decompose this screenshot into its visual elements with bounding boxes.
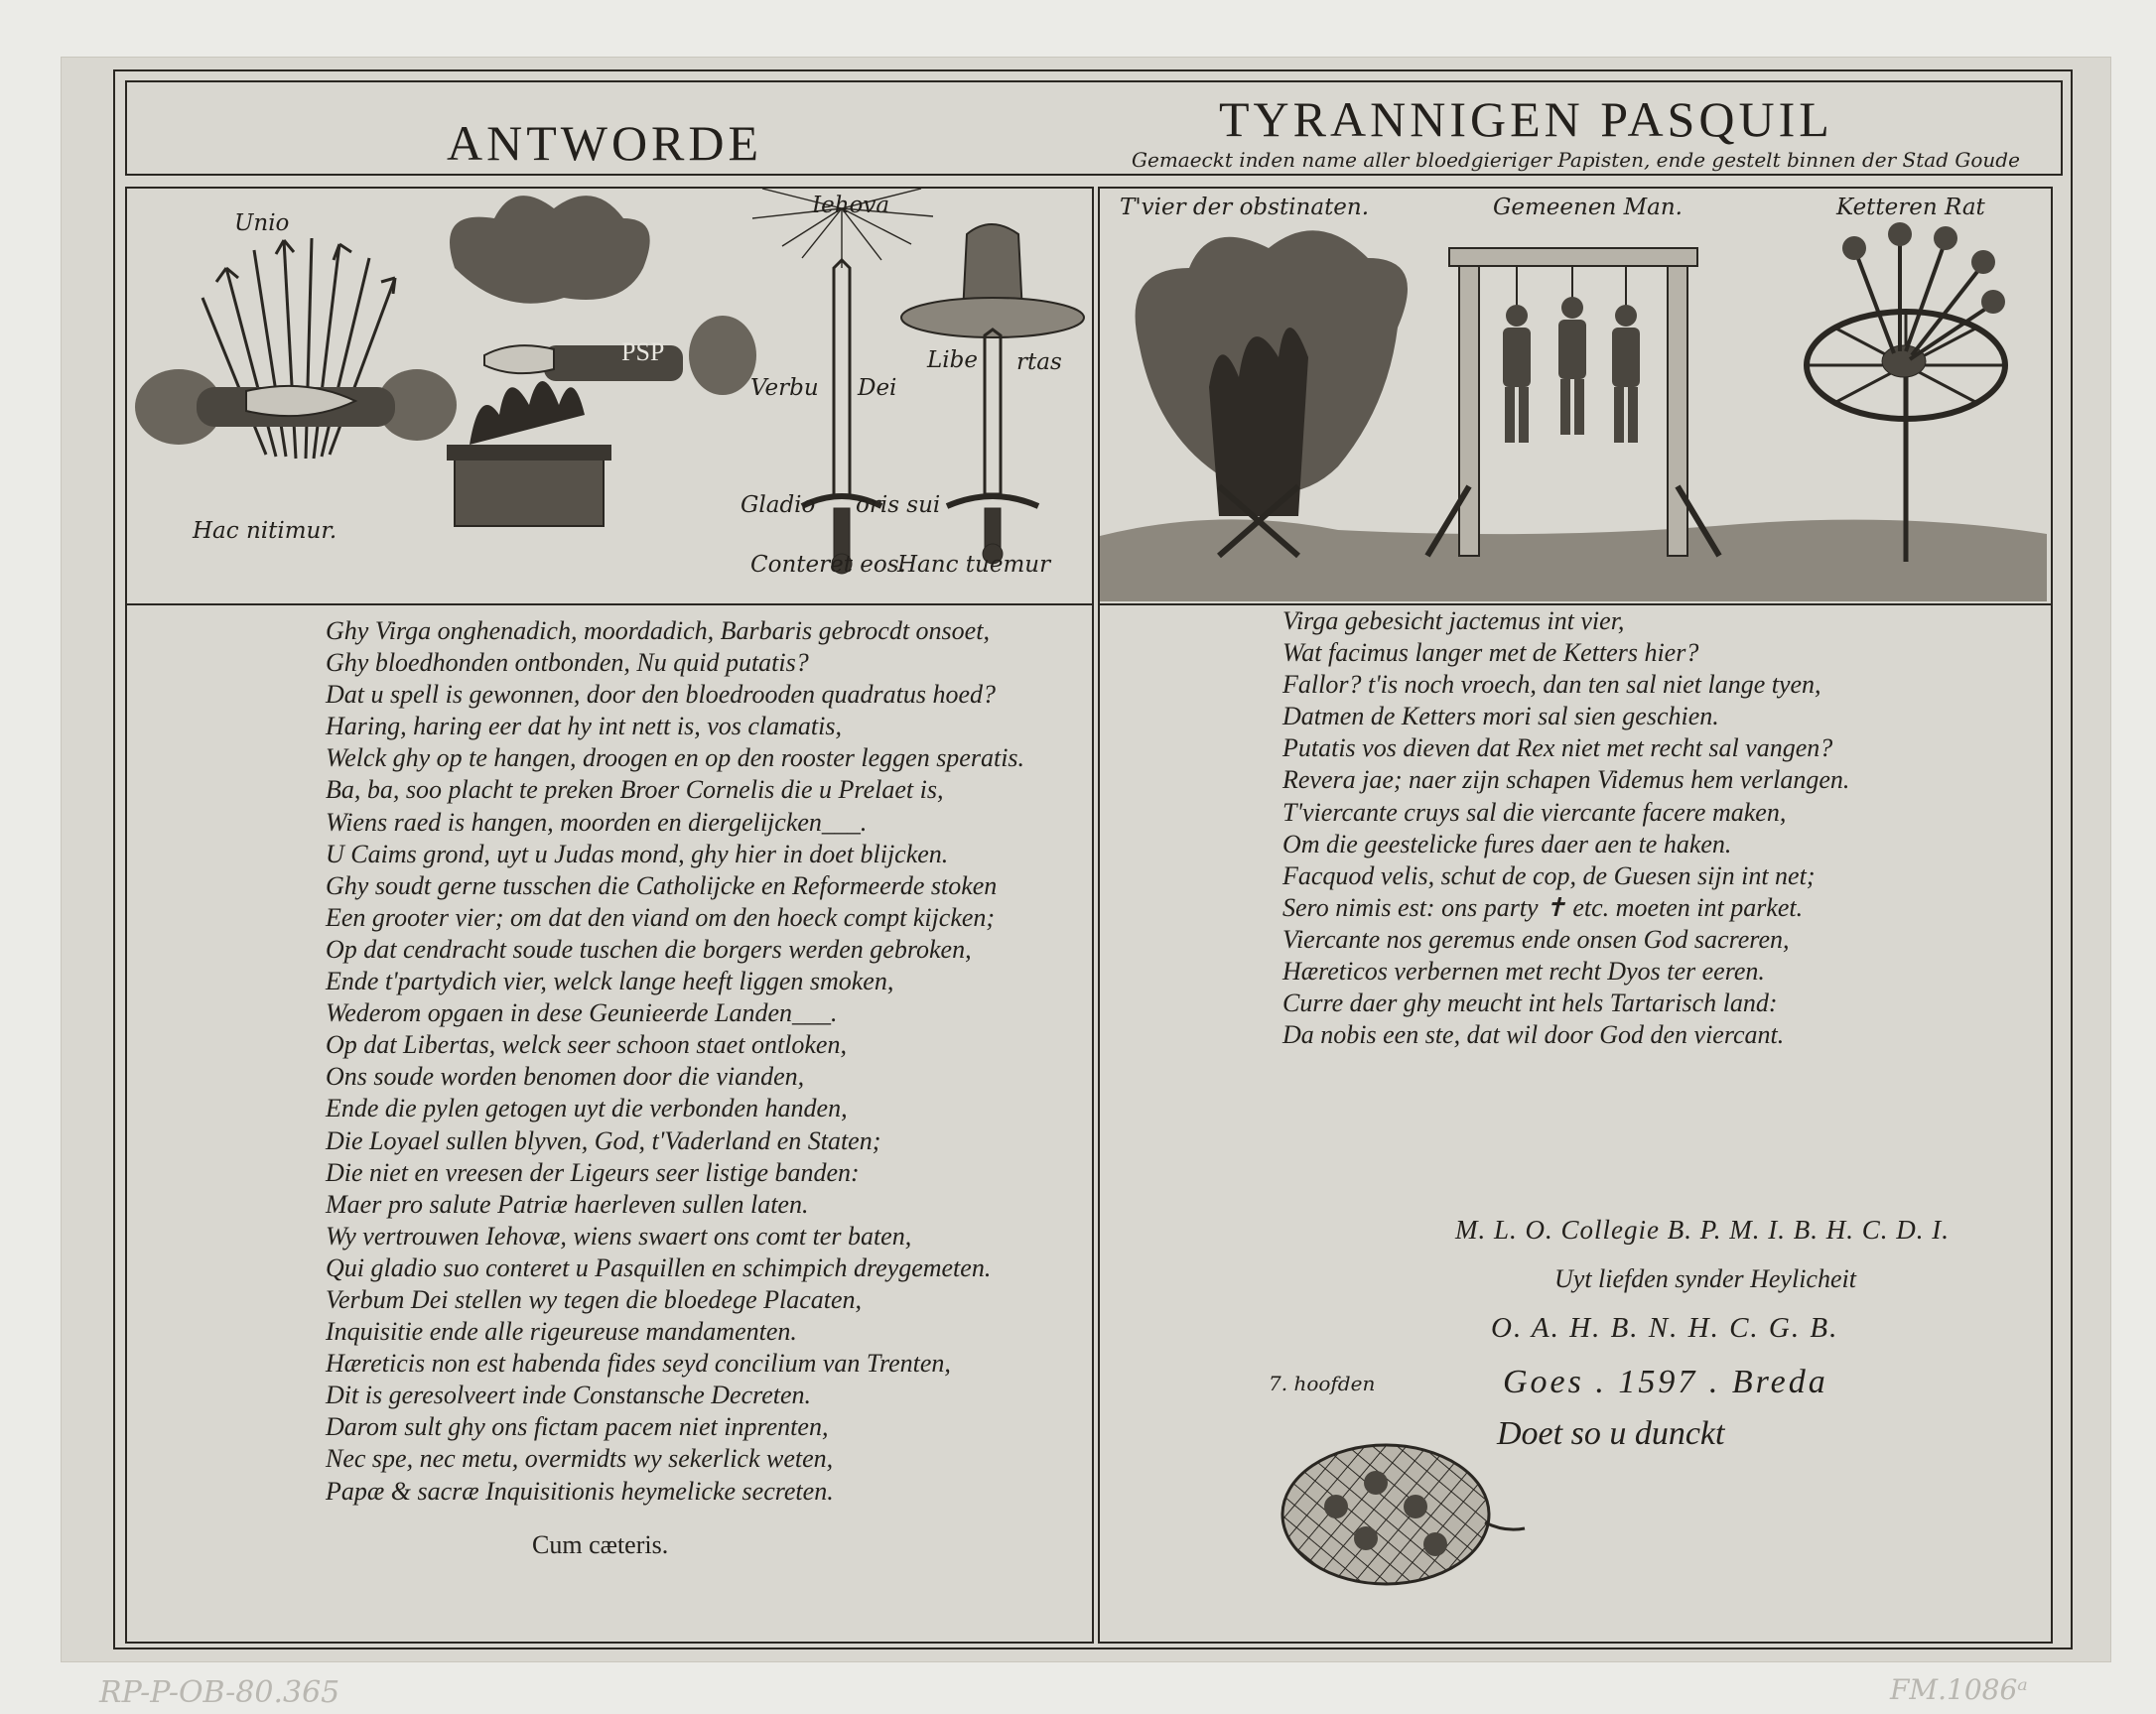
label-7-hoofden: 7. hoofden: [1269, 1372, 1376, 1395]
poem-line: Wat facimus langer met de Ketters hier?: [1282, 638, 1699, 668]
poem-line: Dat u spell is gewonnen, door den bloedrooden quadratus hoed?: [326, 680, 996, 710]
poem-line: Maer pro salute Patriæ haerleven sullen laten.: [326, 1189, 809, 1219]
label-oris-sui: oris sui: [856, 492, 941, 518]
poem-line: Welck ghy op te hangen, droogen en op den rooster leggen speratis.: [326, 743, 1025, 773]
poem-line: Datmen de Ketters mori sal sien geschien.: [1282, 702, 1719, 731]
label-gladio: Gladio: [741, 492, 816, 518]
inventory-number-right: FM.1086ᵃ: [1890, 1673, 2028, 1706]
poem-line: U Caims grond, uyt u Judas mond, ghy hier in doet blijcken.: [326, 839, 949, 868]
poem-line: Da nobis een ste, dat wil door God den viercant.: [1282, 1020, 1785, 1050]
label-libe: Libe: [927, 347, 978, 373]
poem-line: T'viercante cruys sal die viercante facere maken,: [1282, 797, 1787, 827]
label-tvier-der-obstinaten: T'vier der obstinaten.: [1120, 195, 1370, 220]
poem-line: Die Loyael sullen blyven, God, t'Vaderland en Staten;: [326, 1125, 881, 1155]
right-scenes-drawing: [1100, 189, 2047, 601]
label-hac-nitimur: Hac nitimur.: [193, 518, 337, 544]
poem-line: Revera jae; naer zijn schapen Videmus hem verlangen.: [1282, 765, 1850, 795]
signature-line-1: M. L. O. Collegie B. P. M. I. B. H. C. D. I.: [1455, 1215, 1950, 1245]
title-antworde: ANTWORDE: [447, 115, 763, 171]
label-rtas: rtas: [1016, 349, 1062, 375]
poem-line: Haring, haring eer dat hy int nett is, vos clamatis,: [326, 712, 842, 741]
label-psp: PSP: [621, 337, 665, 366]
signature-place-date: Goes . 1597 . Breda: [1503, 1364, 1828, 1400]
poem-line: Op dat Libertas, welck seer schoon staet ontloken,: [326, 1030, 847, 1060]
inventory-number-left: RP-P-OB-80.365: [99, 1675, 340, 1710]
stake-fire-icon: [1136, 230, 1408, 556]
label-conteret-eos: Conteret eos.: [750, 552, 906, 578]
poem-line: Putatis vos dieven dat Rex niet met recht sal vangen?: [1282, 733, 1833, 763]
poem-line: Papæ & sacræ Inquisitionis heymelicke secreten.: [326, 1476, 834, 1506]
poem-line: Wiens raed is hangen, moorden en diergelijcken___.: [326, 807, 868, 837]
poem-line: Virga gebesicht jactemus int vier,: [1282, 606, 1625, 635]
poem-line: Ghy bloedhonden ontbonden, Nu quid putatis?: [326, 648, 809, 678]
poem-line: Ende die pylen getogen uyt die verbonden handen,: [326, 1094, 848, 1123]
burning-altar-icon: [447, 196, 756, 526]
poem-line: Curre daer ghy meucht int hels Tartarisch land:: [1282, 989, 1778, 1018]
label-hanc-tuemur: Hanc tuemur: [897, 552, 1051, 578]
poem-line: Verbum Dei stellen wy tegen die bloedege Placaten,: [326, 1284, 863, 1314]
print-sheet: [62, 58, 2110, 1661]
label-iehova: Iehova: [812, 193, 890, 218]
net-with-heads-icon: [1277, 1427, 1535, 1596]
poem-line: Die niet en vreesen der Ligeurs seer listige banden:: [326, 1157, 860, 1187]
left-illustration: [127, 189, 1092, 605]
closing-cum-caeteris: Cum cæteris.: [532, 1530, 669, 1559]
poem-line: Viercante nos geremus ende onsen God sacreren,: [1282, 924, 1790, 954]
poem-line: Om die geestelicke fures daer aen te haken.: [1282, 829, 1732, 858]
poem-line: Hæreticis non est habenda fides seyd concilium van Trenten,: [326, 1349, 951, 1379]
poem-line: Hæreticos verbernen met recht Dyos ter eeren.: [1282, 957, 1765, 987]
right-illustration: [1100, 189, 2051, 605]
poem-line: Een grooter vier; om dat den viand om den hoeck compt kijcken;: [326, 902, 996, 932]
poem-line: Ba, ba, soo placht te preken Broer Cornelis die u Prelaet is,: [326, 775, 944, 805]
poem-line: Dit is geresolveert inde Constansche Decreten.: [326, 1381, 812, 1410]
poem-line: Facquod velis, schut de cop, de Guesen sijn int net;: [1282, 860, 1816, 890]
liberty-hat-icon: [901, 224, 1084, 337]
poem-line: Ghy Virga onghenadich, moordadich, Barbaris gebrocdt onsoet,: [326, 616, 990, 645]
right-poem: [1100, 605, 2051, 1051]
hanged-men-icon: [1503, 297, 1640, 443]
label-dei: Dei: [858, 375, 897, 401]
poem-line: Inquisitie ende alle rigeureuse mandamenten.: [326, 1317, 797, 1347]
label-ketteren-rat: Ketteren Rat: [1836, 195, 1985, 220]
signature-line-2: Uyt liefden synder Heylicheit: [1554, 1264, 1856, 1293]
poem-line: Op dat cendracht soude tuschen die borgers werden gebroken,: [326, 934, 972, 964]
poem-line: Nec spe, nec metu, overmidts wy sekerlick weten,: [326, 1444, 834, 1474]
left-poem: [127, 615, 1092, 1508]
poem-line: Ende t'partydich vier, welck lange heeft liggen smoken,: [326, 967, 894, 996]
label-verbu: Verbu: [750, 375, 819, 401]
sword-verbum-dei-icon: [802, 260, 881, 574]
signature-motto: Doet so u dunckt: [1497, 1415, 1725, 1452]
poem-line: Ons soude worden benomen door die vianden,: [326, 1062, 805, 1092]
poem-line: Wy vertrouwen Iehovæ, wiens swaert ons comt ter baten,: [326, 1221, 912, 1251]
gallows-icon: [1427, 248, 1719, 556]
subtitle: Gemaeckt inden name aller bloedgieriger Papisten, ende gestelt binnen der Stad Goude: [1132, 148, 2020, 172]
poem-line: Fallor? t'is noch vroech, dan ten sal niet lange tyen,: [1282, 670, 1821, 700]
label-unio: Unio: [234, 210, 290, 236]
poem-line: Ghy soudt gerne tusschen die Catholijcke en Reformeerde stoken: [326, 870, 998, 900]
label-gemeenen-man: Gemeenen Man.: [1493, 195, 1683, 220]
left-panel: [125, 187, 1094, 1644]
poem-line: Darom sult ghy ons fictam pacem niet inprenten,: [326, 1412, 829, 1442]
title-band: [125, 80, 2063, 176]
poem-line: Wederom opgaen in dese Geunieerde Landen___.: [326, 998, 838, 1028]
title-tyrannigen-pasquil: TYRANNIGEN PASQUIL: [1219, 91, 1833, 147]
signature-line-3: O. A. H. B. N. H. C. G. B.: [1491, 1312, 1839, 1344]
breaking-wheel-icon: [1807, 236, 2005, 562]
poem-line: Qui gladio suo conteret u Pasquillen en schimpich dreygemeten.: [326, 1253, 992, 1282]
poem-line: Sero nimis est: ons party ✝ etc. moeten int parket.: [1282, 892, 1804, 922]
engraving-frame: [113, 69, 2073, 1649]
